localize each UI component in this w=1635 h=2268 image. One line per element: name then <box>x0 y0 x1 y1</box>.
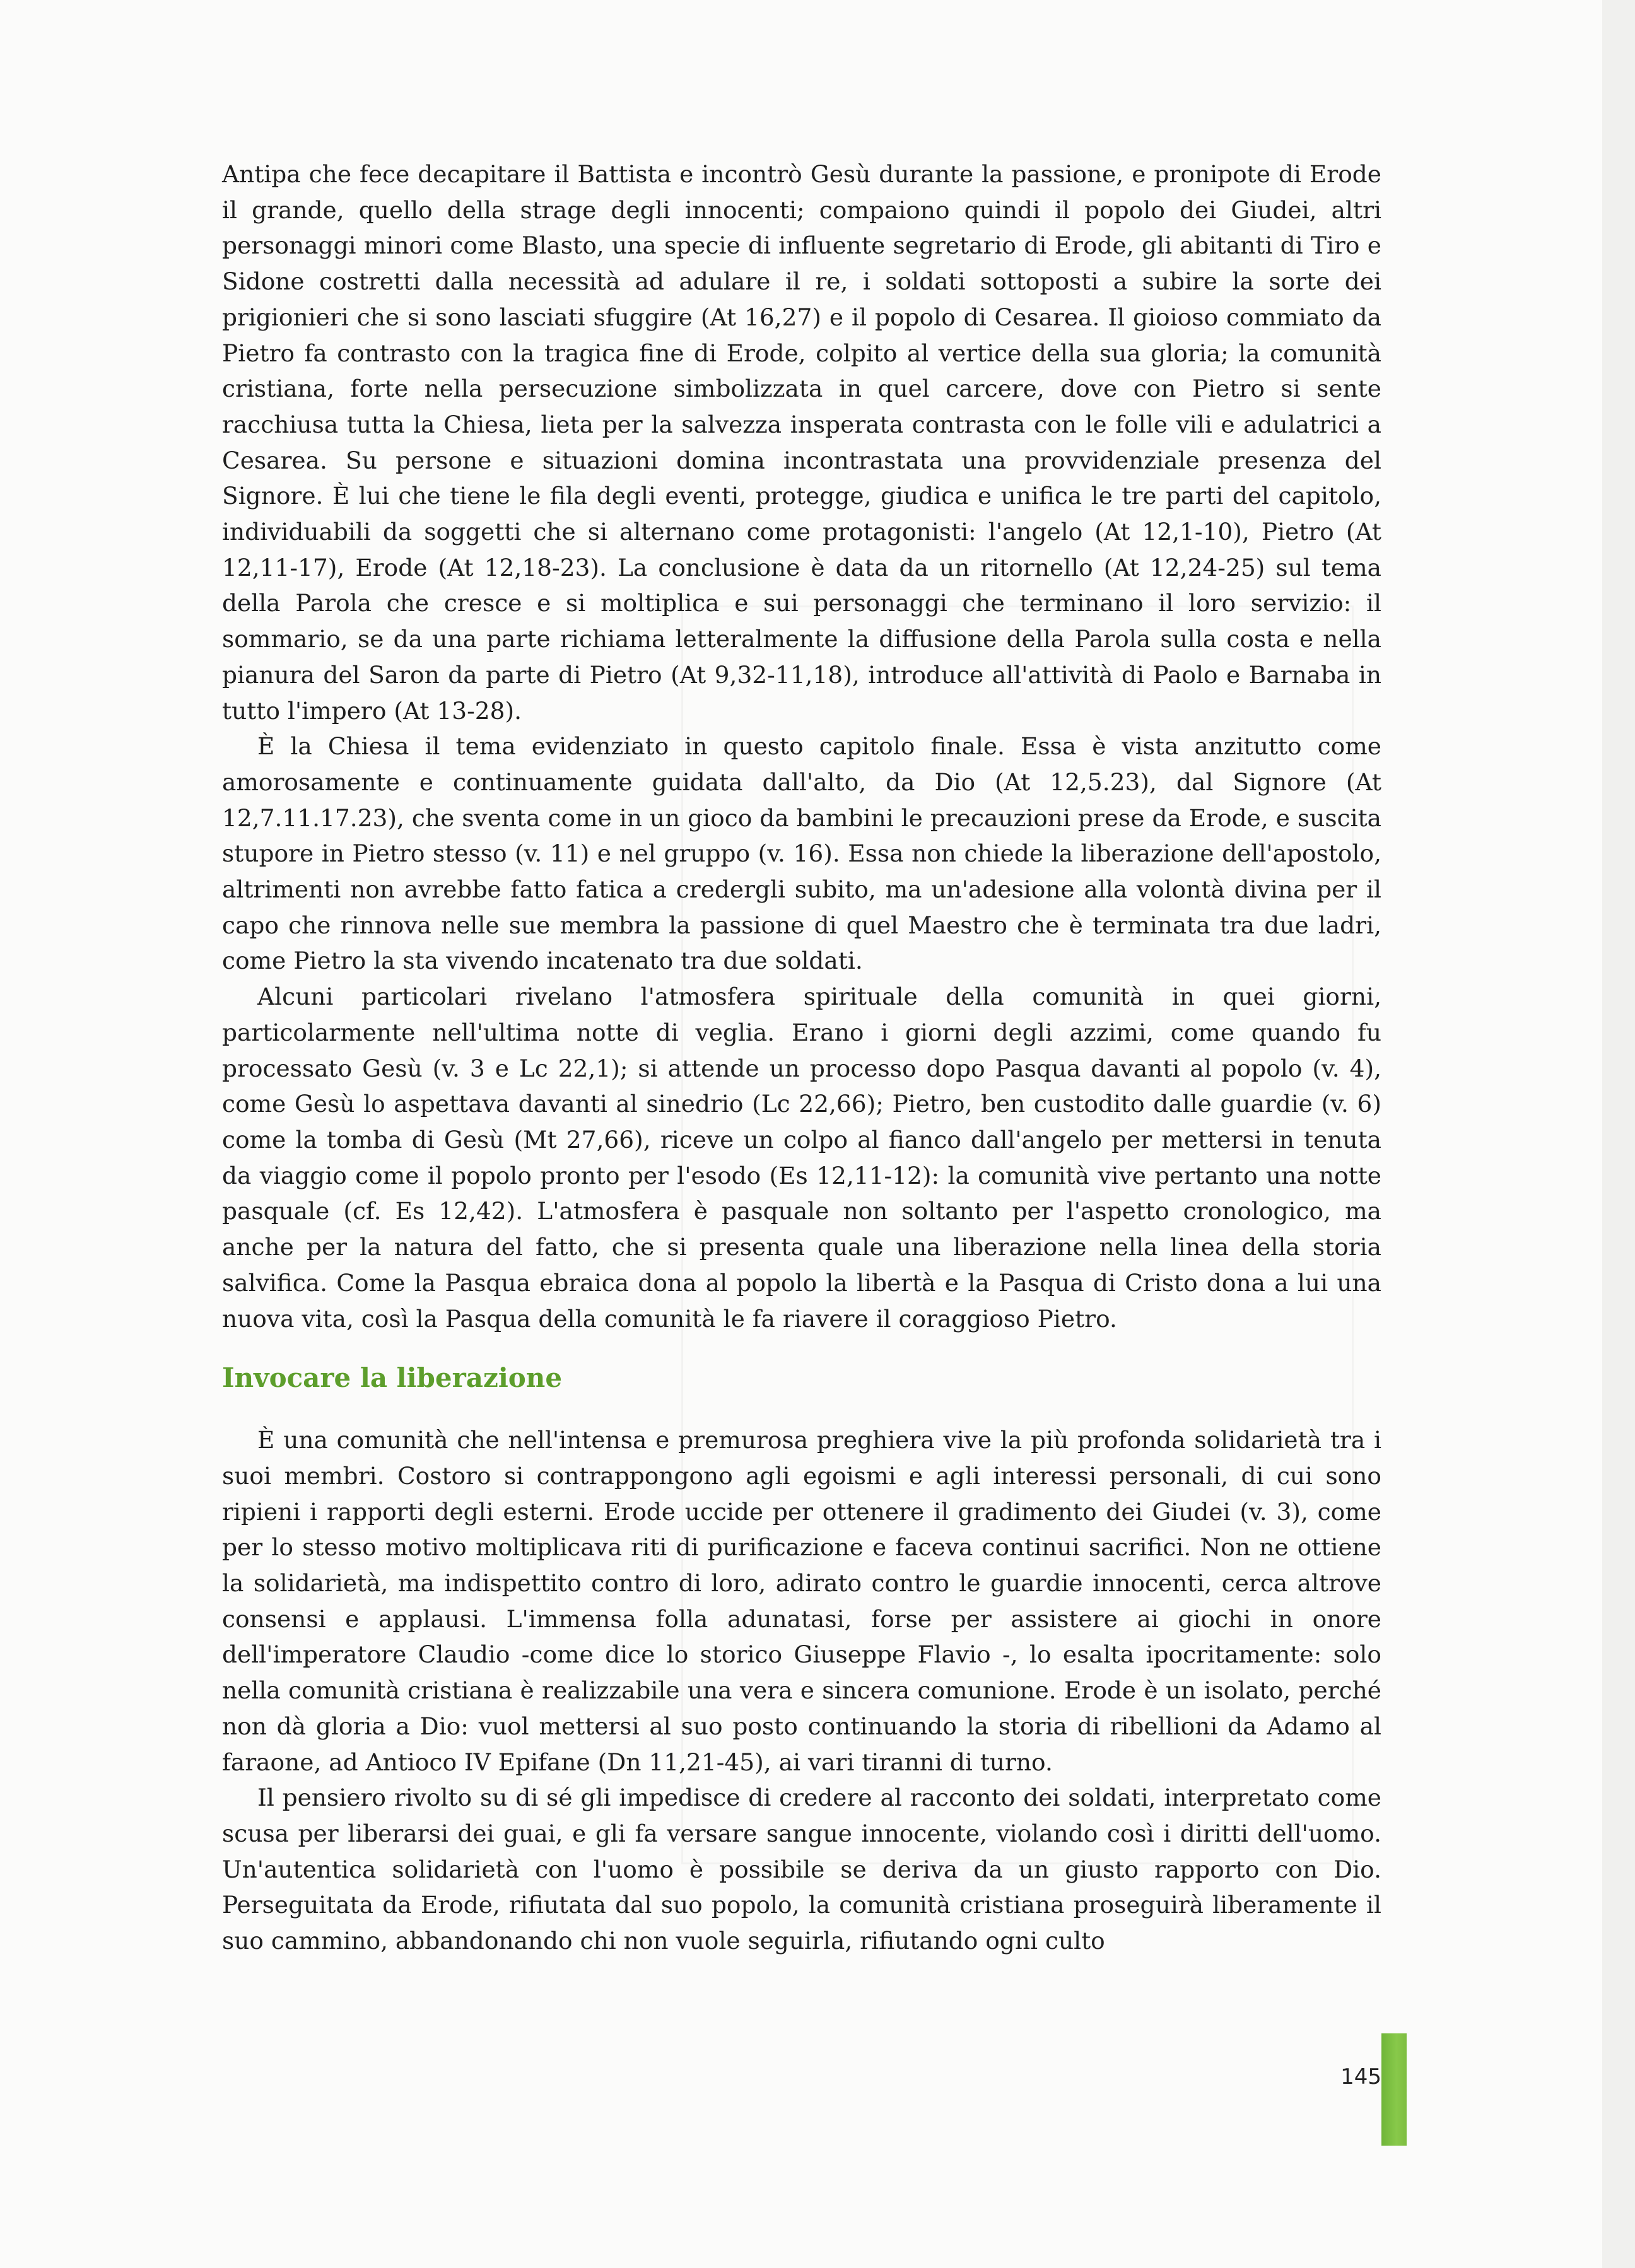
body-text <box>222 156 1381 1959</box>
green-edge-tab <box>1381 2033 1407 2146</box>
scan-margin <box>1602 0 1635 2268</box>
paragraph-5: Il pensiero rivolto su di sé gli impedisce di credere al racconto dei soldati, interpretato come scusa per liberarsi dei guai, e gli fa versare sangue innocente, violando così i diritti dell'uomo. Un'autentica solidarietà con l'uomo è possibile se deriva da un giusto rapporto con Dio. Perseguitata da Erode, rifiutata dal suo popolo, la comunità cristiana proseguirà liberamente il suo cammino, abbandonando chi non vuole seguirla, rifiutando ogni culto <box>222 1784 1381 1955</box>
section-heading: Invocare la liberazione <box>222 1362 563 1394</box>
paragraph-1: Antipa che fece decapitare il Battista e incontrò Gesù durante la passione, e pronipote di Erode il grande, quello della strage degli innocenti; compaiono quindi il popolo dei Giudei, altri personaggi minori come Blasto, una specie di influente segretario di Erode, gli abitanti di Tiro e Sidone costretti dalla necessità ad adulare il re, i soldati sottoposti a subire la sorte dei prigionieri che si sono lasciati sfuggire (At 16,27) e il popolo di Cesarea. Il gioioso commiato da Pietro fa contrasto con la tragica fine di Erode, colpito al vertice della sua gloria; la comunità cristiana, forte nella persecuzione simbolizzata in quel carcere, dove con Pietro si sente racchiusa tutta la Chiesa, lieta per la salvezza insperata contrasta con le folle vili e adulatrici a Cesarea. Su persone e situazioni domina incontrastata una provvidenziale presenza del Signore. È lui che tiene le fila degli eventi, protegge, giudica e unifica le tre parti del capitolo, individuabili da soggetti che si alternano come protagonisti: l'angelo (At 12,1-10), Pietro (At 12,11-17), Erode (At 12,18-23). La conclusione è data da un ritornello (At 12,24-25) sul tema della Parola che cresce e si moltiplica e sui personaggi che terminano il loro servizio: il sommario, se da una parte richiama letteralmente la diffusione della Parola sulla costa e nella pianura del Saron da parte di Pietro (At 9,32-11,18), introduce all'attività di Paolo e Barnaba in tutto l'impero (At 13-28). <box>222 160 1381 725</box>
page-number: 145 <box>1340 2064 1381 2090</box>
paragraph-2: È la Chiesa il tema evidenziato in questo capitolo finale. Essa è vista anzitutto come amorosamente e continuamente guidata dall'alto, da Dio (At 12,5.23), dal Signore (At 12,7.11.17.23), che sventa come in un gioco da bambini le precauzioni prese da Erode, e suscita stupore in Pietro stesso (v. 11) e nel gruppo (v. 16). Essa non chiede la liberazione dell'apostolo, altrimenti non avrebbe fatto fatica a credergli subito, ma un'adesione alla volontà divina per il capo che rinnova nelle sue membra la passione di quel Maestro che è terminata tra due ladri, come Pietro la sta vivendo incatenato tra due soldati. <box>222 732 1381 975</box>
paragraph-3: Alcuni particolari rivelano l'atmosfera spirituale della comunità in quei giorni, particolarmente nell'ultima notte di veglia. Erano i giorni degli azzimi, come quando fu processato Gesù (v. 3 e Lc 22,1); si attende un processo dopo Pasqua davanti al popolo (v. 4), come Gesù lo aspettava davanti al sinedrio (Lc 22,66); Pietro, ben custodito dalle guardie (v. 6) come la tomba di Gesù (Mt 27,66), riceve un colpo al fianco dall'angelo per mettersi in tenuta da viaggio come il popolo pronto per l'esodo (Es 12,11-12): la comunità vive pertanto una notte pasquale (cf. Es 12,42). L'atmosfera è pasquale non soltanto per l'aspetto cronologico, ma anche per la natura del fatto, che si presenta quale una liberazione nella linea della storia salvifica. Come la Pasqua ebraica dona al popolo la libertà e la Pasqua di Cristo dona a lui una nuova vita, così la Pasqua della comunità le fa riavere il coraggioso Pietro. <box>222 983 1381 1333</box>
paragraph-4: È una comunità che nell'intensa e premurosa preghiera vive la più profonda solidarietà tra i suoi membri. Costoro si contrappongono agli egoismi e agli interessi personali, di cui sono ripieni i rapporti degli esterni. Erode uccide per ottenere il gradimento dei Giudei (v. 3), come per lo stesso motivo moltiplicava riti di purificazione e faceva continui sacrifici. Non ne ottiene la solidarietà, ma indispettito contro di loro, adirato contro le guardie innocenti, cerca altrove consensi e applausi. L'immensa folla adunatasi, forse per assistere ai giochi in onore dell'imperatore Claudio -come dice lo storico Giuseppe Flavio -, lo esalta ipocritamente: solo nella comunità cristiana è realizzabile una vera e sincera comunione. Erode è un isolato, perché non dà gloria a Dio: vuol mettersi al suo posto continuando la storia di ribellioni da Adamo al faraone, ad Antioco IV Epifane (Dn 11,21-45), ai vari tiranni di turno. <box>222 1426 1381 1776</box>
